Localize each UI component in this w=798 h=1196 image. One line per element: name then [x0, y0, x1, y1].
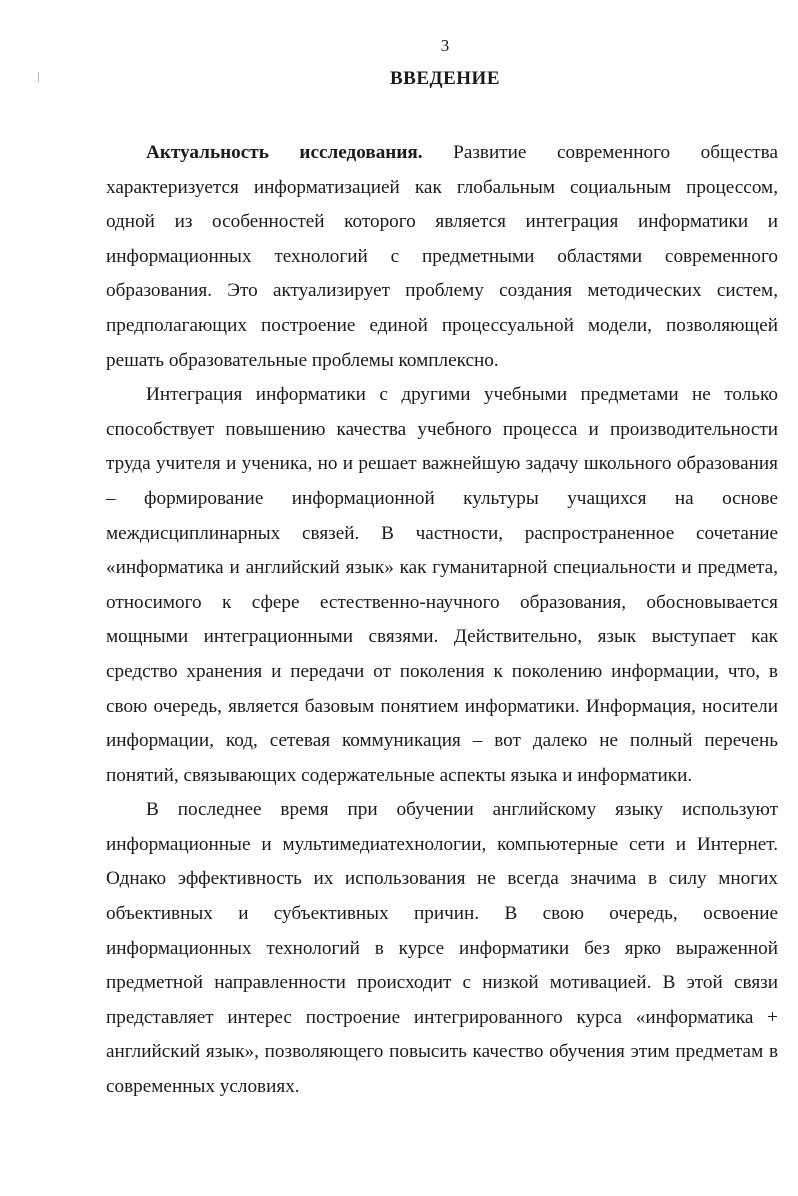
paragraph-technologies [106, 793, 778, 1104]
paragraph-relevance [106, 136, 778, 378]
page-number: 3 [440, 36, 450, 55]
paragraph-text: Развитие современного общества характеризуется информатизацией как глобальным социальным процессом, одной из особенностей которого является интеграция информатики и информационных технологий с предметными областями современного образования. Это актуализирует проблему создания методических систем, предполагающих построение единой процессуальной модели, позволяющей решать образовательные проблемы комплексно. [106, 142, 778, 371]
paragraph-lead: Актуальность исследования. [146, 142, 423, 163]
paragraph-text: В последнее время при обучении английскому языку используют информационные и мультимедиатехнологии, компьютерные сети и Интернет. Однако эффективность их использования не всегда значима в силу многих объективных и субъективных причин. В свою очередь, освоение информационных технологий в курсе информатики без ярко выраженной предметной направленности происходит с низкой мотивацией. В этой связи представляет интерес построение интегрированного курса «информатика + английский язык», позволяющего повысить качество обучения этим предметам в современных условиях. [106, 799, 778, 1098]
paragraph-integration [106, 378, 778, 793]
scan-margin-mark [38, 72, 39, 82]
page-title: ВВЕДЕНИЕ [390, 68, 500, 89]
document-body [106, 136, 778, 1105]
paragraph-text: Интеграция информатики с другими учебными предметами не только способствует повышению качества учебного процесса и производительности труда учителя и ученика, но и решает важнейшую задачу школьного образования – формирование информационной культуры учащихся на основе междисциплинарных связей. В частности, распространенное сочетание «информатика и английский язык» как гуманитарной специальности и предмета, относимого к сфере естественно-научного образования, обосновывается мощными интеграционными связями. Действительно, язык выступает как средство хранения и передачи от поколения к поколению информации, что, в свою очередь, является базовым понятием информатики. Информация, носители информации, код, сетевая коммуникация – вот далеко не полный перечень понятий, связывающих содержательные аспекты языка и информатики. [106, 384, 778, 786]
